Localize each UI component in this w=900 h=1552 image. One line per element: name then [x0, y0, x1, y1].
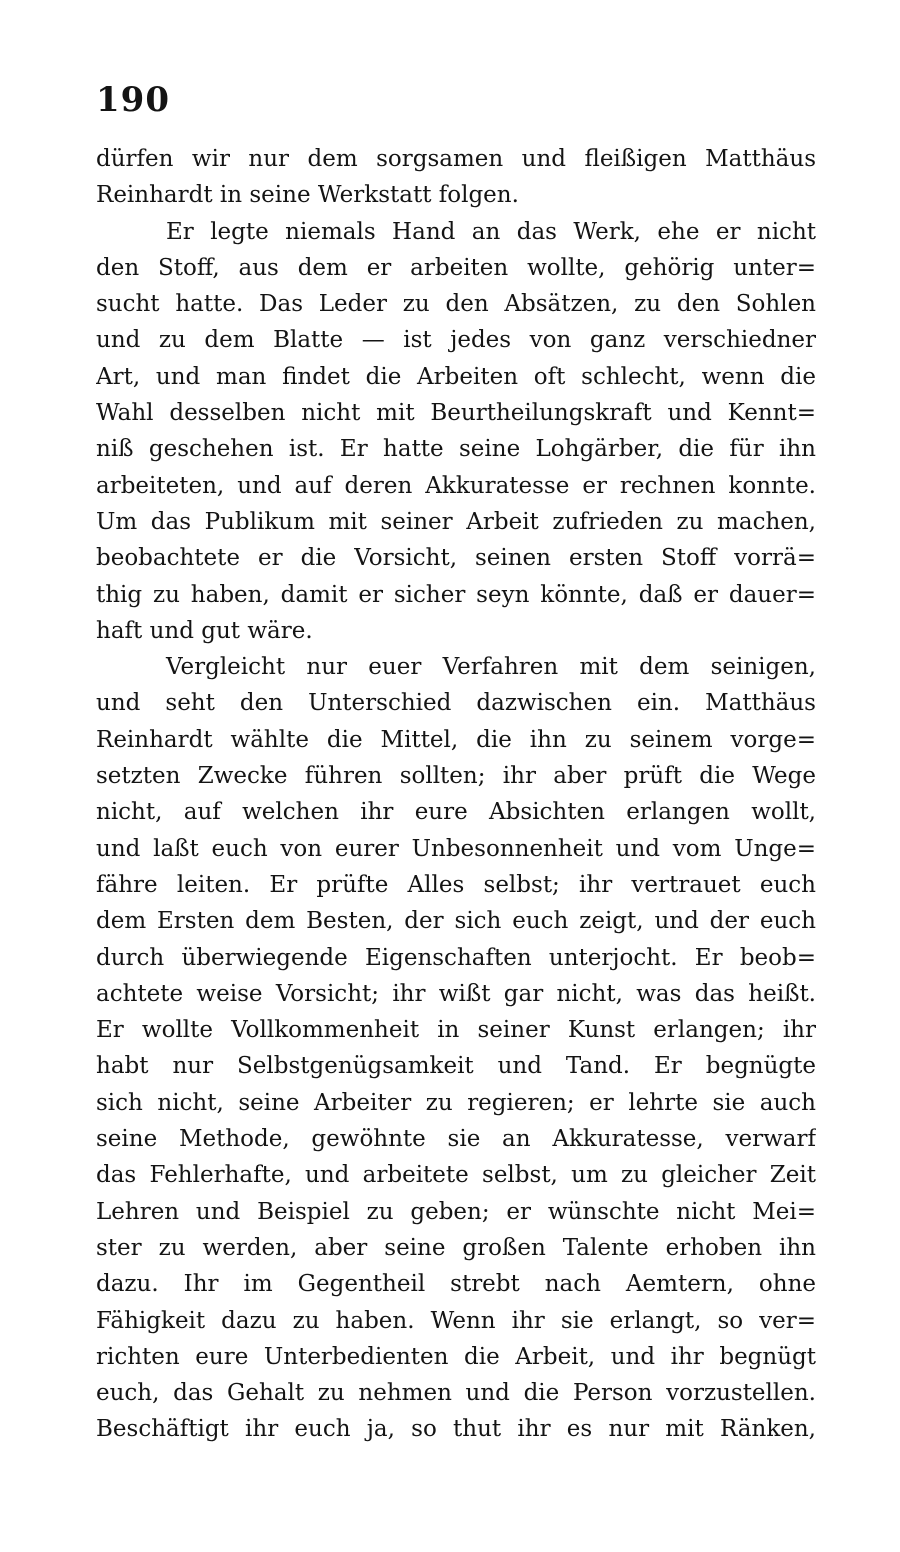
text-line: das Fehlerhafte, und arbeitete selbst, um zu gleicher Zeit [96, 1162, 816, 1189]
body-text [96, 141, 816, 1448]
text-line: Vergleicht nur euer Verfahren mit dem seinigen, [166, 654, 816, 681]
page-number: 190 [96, 80, 170, 120]
text-line: arbeiteten, und auf deren Akkuratesse er rechnen konnte. [96, 472, 816, 499]
text-line: Art, und man findet die Arbeiten oft schlecht, wenn die [96, 363, 816, 390]
text-line: thig zu haben, damit er sicher seyn könnte, daß er dauer= [96, 581, 816, 608]
text-line: Wahl desselben nicht mit Beurtheilungskraft und Kennt= [96, 400, 816, 427]
text-line: Fähigkeit dazu zu haben. Wenn ihr sie erlangt, so ver= [96, 1307, 816, 1334]
text-line: Beschäftigt ihr euch ja, so thut ihr es nur mit Ränken, [96, 1416, 816, 1443]
text-line: achtete weise Vorsicht; ihr wißt gar nicht, was das heißt. [96, 980, 816, 1007]
text-line: fähre leiten. Er prüfte Alles selbst; ihr vertrauet euch [96, 871, 816, 898]
text-line: nicht, auf welchen ihr eure Absichten erlangen wollt, [96, 799, 816, 826]
text-line: niß geschehen ist. Er hatte seine Lohgärber, die für ihn [96, 436, 816, 463]
text-line: den Stoff, aus dem er arbeiten wollte, gehörig unter= [96, 254, 816, 281]
text-line: Er wollte Vollkommenheit in seiner Kunst erlangen; ihr [96, 1017, 816, 1044]
text-line: richten eure Unterbedienten die Arbeit, und ihr begnügt [96, 1343, 816, 1370]
text-line: Er legte niemals Hand an das Werk, ehe er nicht [166, 218, 816, 245]
text-line: setzten Zwecke führen sollten; ihr aber prüft die Wege [96, 763, 816, 790]
text-line: ster zu werden, aber seine großen Talente erhoben ihn [96, 1234, 816, 1261]
text-line: und seht den Unterschied dazwischen ein. Matthäus [96, 690, 816, 717]
text-line: und laßt euch von eurer Unbesonnenheit und vom Unge= [96, 835, 816, 862]
text-line: Um das Publikum mit seiner Arbeit zufrieden zu machen, [96, 508, 816, 535]
text-line: dürfen wir nur dem sorgsamen und fleißigen Matthäus [96, 146, 816, 172]
text-line: Reinhardt wählte die Mittel, die ihn zu seinem vorge= [96, 726, 816, 753]
text-line: durch überwiegende Eigenschaften unterjocht. Er beob= [96, 944, 816, 971]
text-line: sucht hatte. Das Leder zu den Absätzen, zu den Sohlen [96, 291, 816, 318]
text-line: seine Methode, gewöhnte sie an Akkuratesse, verwarf [96, 1126, 816, 1153]
text-line: Lehren und Beispiel zu geben; er wünschte nicht Mei= [96, 1198, 816, 1225]
text-line: dazu. Ihr im Gegentheil strebt nach Aemtern, ohne [96, 1271, 816, 1298]
text-line: haft und gut wäre. [96, 617, 313, 644]
text-line: beobachtete er die Vorsicht, seinen ersten Stoff vorrä= [96, 545, 816, 572]
text-line: und zu dem Blatte — ist jedes von ganz verschiedner [96, 327, 816, 354]
text-line: habt nur Selbstgenügsamkeit und Tand. Er begnügte [96, 1053, 816, 1080]
text-line: euch, das Gehalt zu nehmen und die Person vorzustellen. [96, 1380, 816, 1407]
text-line: sich nicht, seine Arbeiter zu regieren; er lehrte sie auch [96, 1089, 816, 1116]
text-line: Reinhardt in seine Werkstatt folgen. [96, 182, 519, 209]
text-line: dem Ersten dem Besten, der sich euch zeigt, und der euch [96, 908, 816, 935]
